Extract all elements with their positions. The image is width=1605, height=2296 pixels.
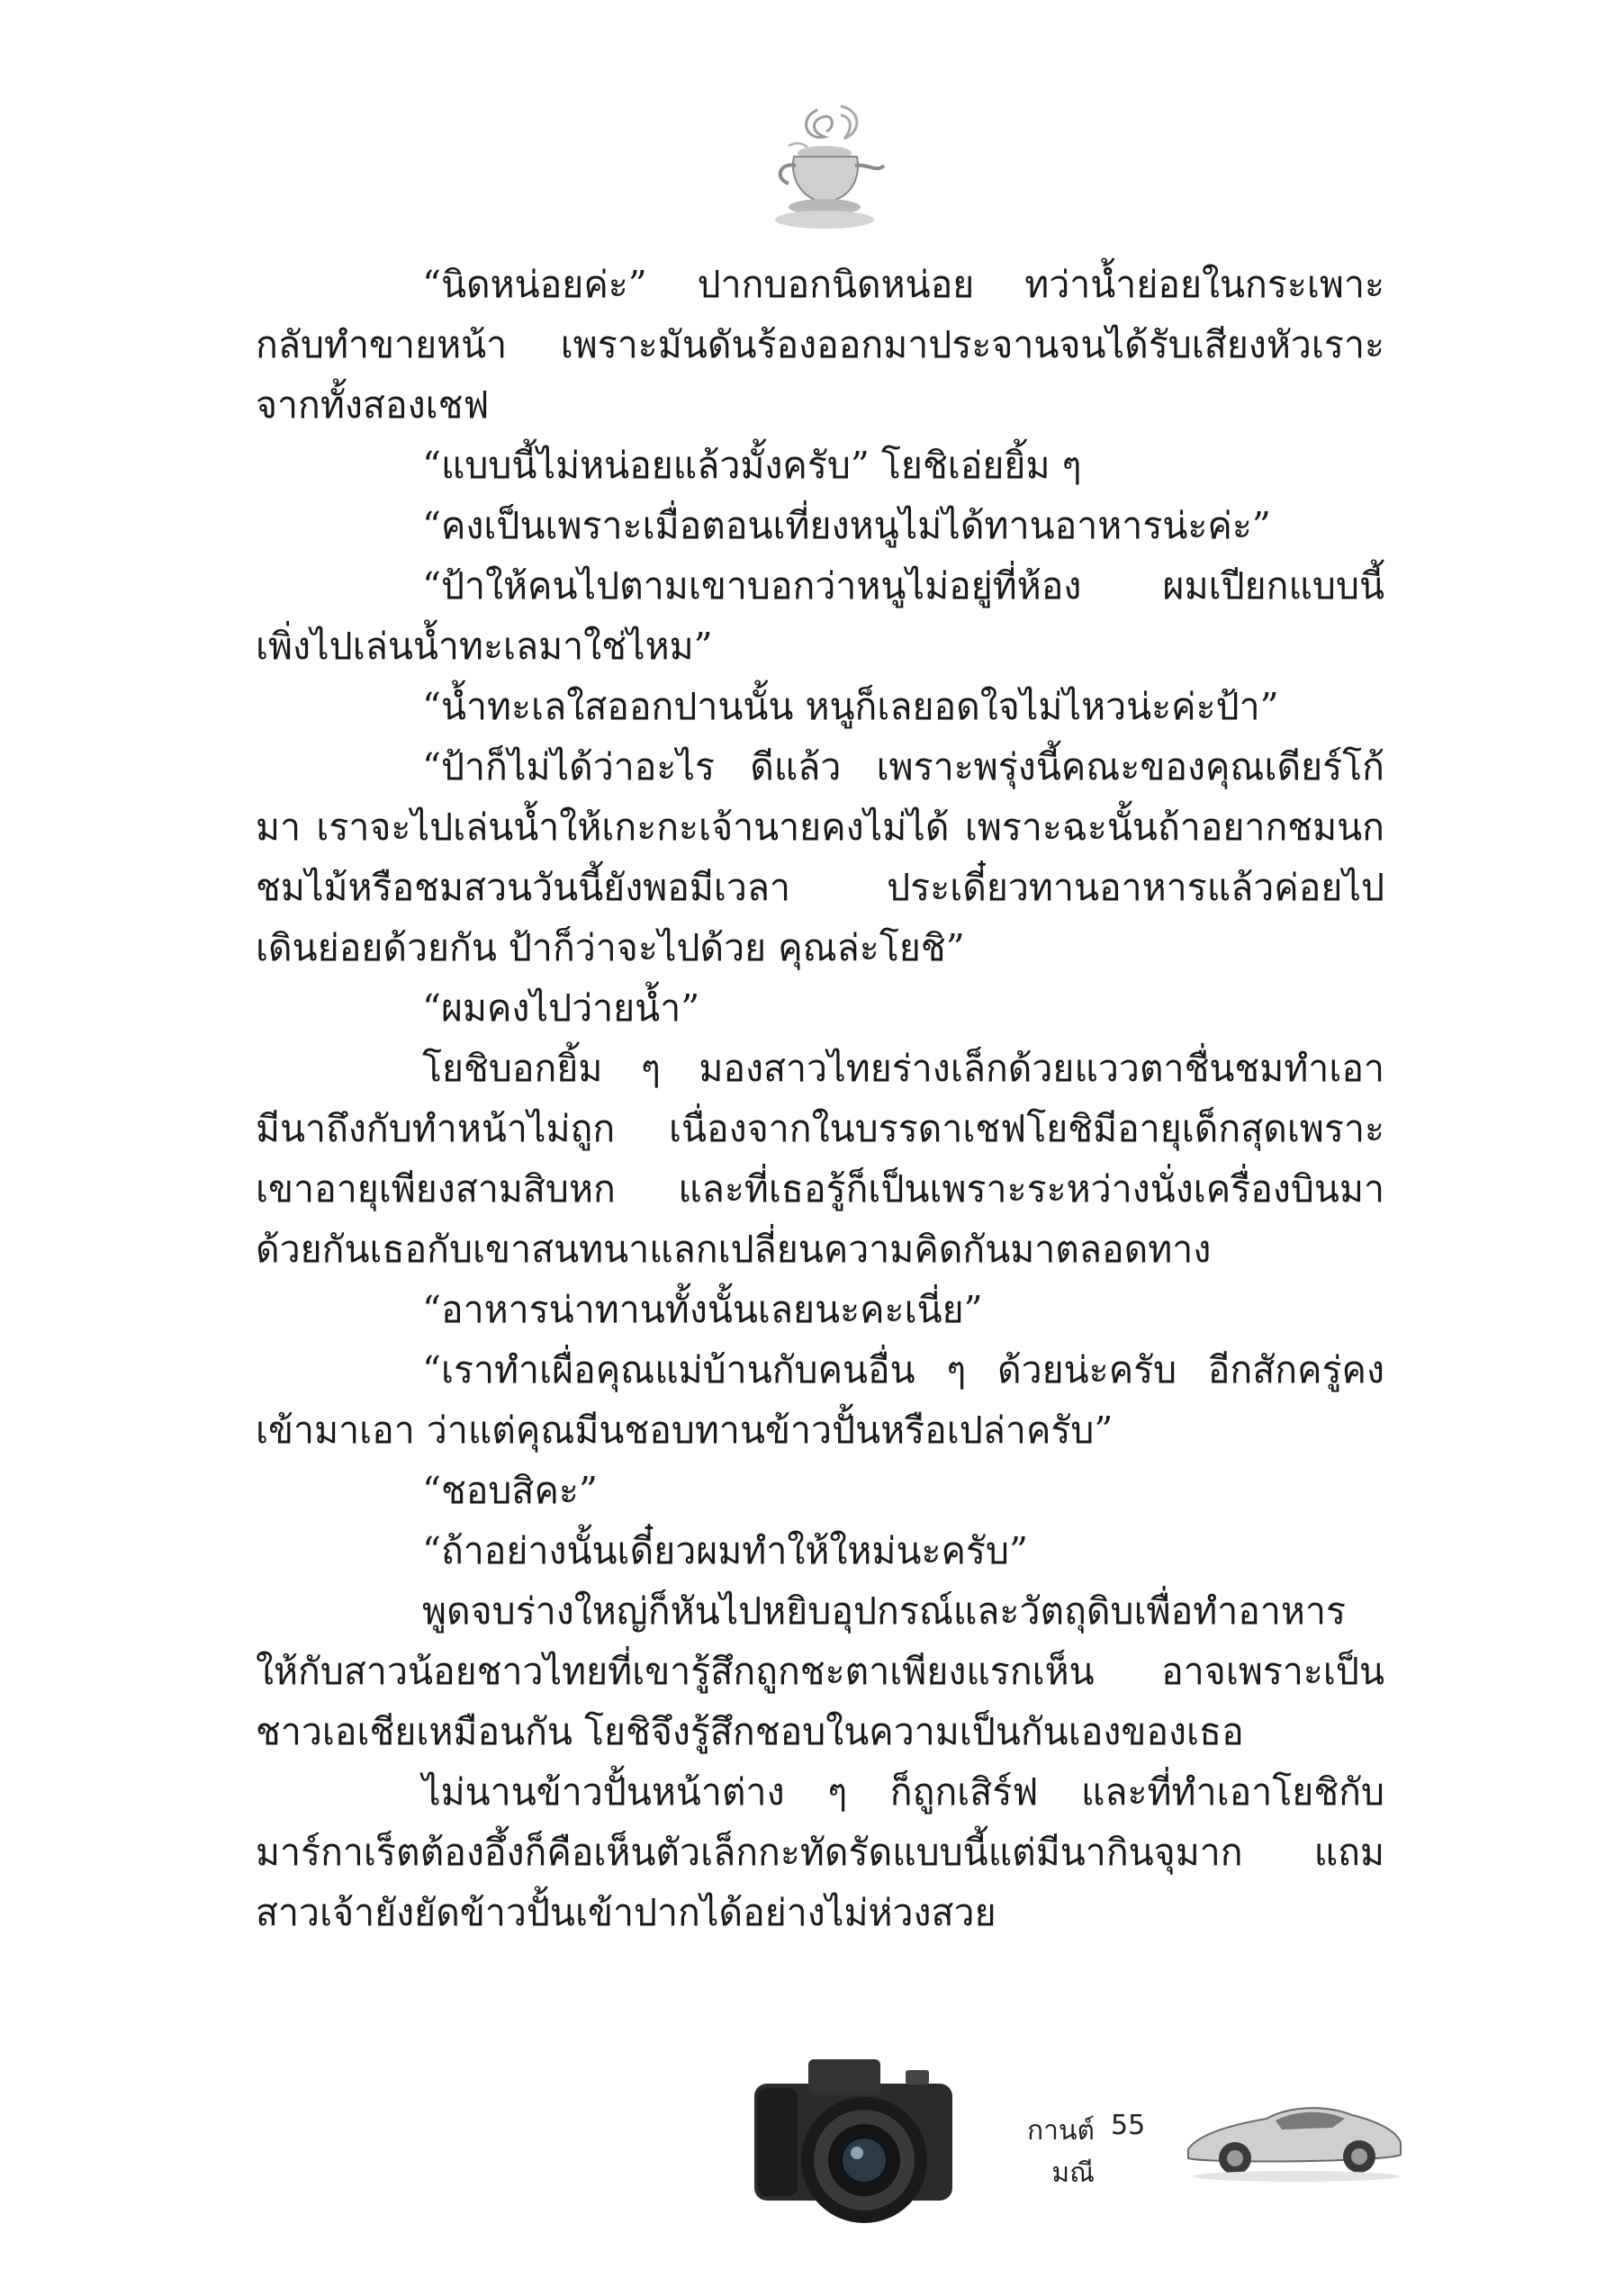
paragraph-line: “ป้าให้คนไปตามเขาบอกว่าหนูไม่อยู่ที่ห้อง ผมเปียกแบบนี้ — [422, 564, 1384, 608]
body-text — [256, 255, 1384, 1943]
teapot-ornament-icon — [762, 101, 888, 234]
paragraph-line: จากทั้งสองเชฟ — [256, 383, 490, 427]
paragraph-line: “เราทำเผื่อคุณแม่บ้านกับคนอื่น ๆ ด้วยน่ะครับ อีกสักครู่คง — [422, 1348, 1384, 1391]
paragraph-line: ด้วยกันเธอกับเขาสนทนาแลกเปลี่ยนความคิดกันมาตลอดทาง — [256, 1228, 1212, 1271]
paragraph-line: เข้ามาเอา ว่าแต่คุณมีนชอบทานข้าวปั้นหรือเปล่าครับ” — [256, 1409, 1114, 1452]
paragraph-line: มาร์กาเร็ตต้องอึ้งก็คือเห็นตัวเล็กกะทัดรัดแบบนี้แต่มีนากินจุมาก แถม — [256, 1831, 1384, 1874]
paragraph-line: ชาวเอเชียเหมือนกัน โยชิจึงรู้สึกชอบในความเป็นกันเองของเธอ — [256, 1710, 1244, 1753]
paragraph-line: กลับทำขายหน้า เพราะมันดันร้องออกมาประจานจนได้รับเสียงหัวเราะ — [256, 323, 1384, 366]
paragraph-line: “น้ำทะเลใสออกปานนั้น หนูก็เลยอดใจไม่ไหวน่ะค่ะป้า” — [422, 685, 1279, 728]
paragraph-line: มา เราจะไปเล่นน้ำให้เกะกะเจ้านายคงไม่ได้ เพราะฉะนั้นถ้าอยากชมนก — [256, 806, 1384, 849]
paragraph-line: โยชิบอกยิ้ม ๆ มองสาวไทยร่างเล็กด้วยแววตาชื่นชมทำเอา — [422, 1047, 1384, 1090]
paragraph-line: ไม่นานข้าวปั้นหน้าต่าง ๆ ก็ถูกเสิร์ฟ และที่ทำเอาโยชิกับ — [422, 1770, 1384, 1814]
paragraph-line: “ป้าก็ไม่ได้ว่าอะไร ดีแล้ว เพราะพรุ่งนี้คณะของคุณเดียร์โก้ — [422, 745, 1384, 788]
footer-author: กานต์มณี — [1027, 2115, 1095, 2189]
camera-image — [745, 2034, 961, 2237]
paragraph-line: เขาอายุเพียงสามสิบหก และที่เธอรู้ก็เป็นเพราะระหว่างนั่งเครื่องบินมา — [256, 1167, 1384, 1211]
paragraph-line: พูดจบร่างใหญ่ก็หันไปหยิบอุปกรณ์และวัตถุดิบเพื่อทำอาหาร — [422, 1589, 1347, 1633]
paragraph-line: สาวเจ้ายังยัดข้าวปั้นเข้าปากได้อย่างไม่ห่วงสวย — [256, 1891, 996, 1934]
paragraph-line: “คงเป็นเพราะเมื่อตอนเที่ยงหนูไม่ได้ทานอาหารน่ะค่ะ” — [422, 504, 1271, 547]
paragraph-line: “ชอบสิคะ” — [422, 1469, 598, 1512]
paragraph-line: ชมไม้หรือชมสวนวันนี้ยังพอมีเวลา ประเดี๋ยวทานอาหารแล้วค่อยไป — [256, 866, 1384, 909]
paragraph-line: “อาหารน่าทานทั้งนั้นเลยนะคะเนี่ย” — [422, 1288, 983, 1331]
paragraph-line: “ผมคงไปว่ายน้ำ” — [422, 986, 700, 1030]
sports-car-image — [1181, 2079, 1406, 2187]
paragraph-line: “ถ้าอย่างนั้นเดี๋ยวผมทำให้ใหม่นะครับ” — [422, 1529, 1028, 1572]
paragraph-line: เดินย่อยด้วยกัน ป้าก็ว่าจะไปด้วย คุณล่ะโยชิ” — [256, 926, 965, 969]
paragraph-line: “นิดหน่อยค่ะ” ปากบอกนิดหน่อย ทว่าน้ำย่อยในกระเพาะ — [422, 263, 1384, 306]
paragraph-line: “แบบนี้ไม่หน่อยแล้วมั้งครับ” โยชิเอ่ยยิ้ม ๆ — [422, 444, 1082, 487]
paragraph-line: มีนาถึงกับทำหน้าไม่ถูก เนื่องจากในบรรดาเชฟโยชิมีอายุเด็กสุดเพราะ — [256, 1107, 1384, 1150]
page-footer — [0, 2034, 1605, 2250]
paragraph-line: เพิ่งไปเล่นน้ำทะเลมาใช่ไหม” — [256, 625, 713, 668]
page-number: 55 — [1111, 2110, 1146, 2141]
paragraph-line: ให้กับสาวน้อยชาวไทยที่เขารู้สึกถูกชะตาเพียงแรกเห็น อาจเพราะเป็น — [256, 1650, 1384, 1693]
